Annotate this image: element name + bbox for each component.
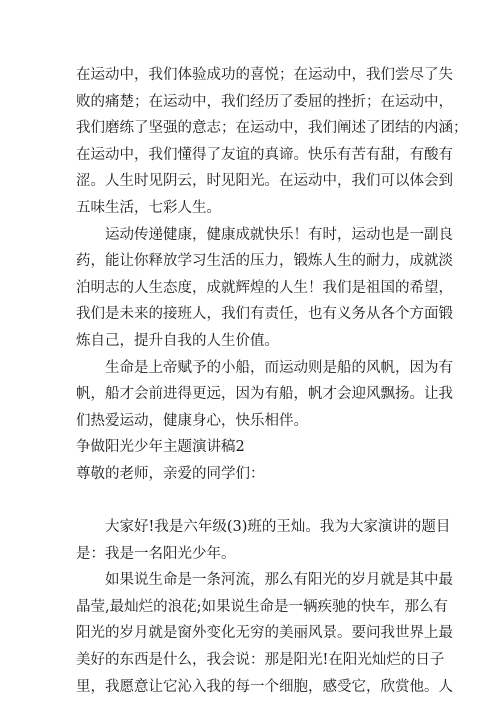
text-line: 生命是上帝赋予的小船，而运动则是船的风帆，因为有 <box>105 359 453 376</box>
text-line: 们热爱运动，健康身心，快乐相伴。 <box>76 412 308 429</box>
text-line: 晶莹,最灿烂的浪花;如果说生命是一辆疾驰的快车，那么有 <box>76 598 448 615</box>
text-line: 药，能让你释放学习生活的压力，锻炼人生的耐力，成就淡 <box>76 253 453 270</box>
text-line: 泊明志的人生态度，成就辉煌的人生！我们是祖国的希望， <box>76 279 453 296</box>
text-line: 是：我是一名阳光少年。 <box>76 545 236 562</box>
text-line: 运动传递健康，健康成就快乐！有时，运动也是一副良 <box>105 226 453 243</box>
document-body <box>76 62 468 700</box>
text-line: 败的痛楚；在运动中，我们经历了委屈的挫折；在运动中， <box>76 93 453 110</box>
text-line: 我们磨练了坚强的意志；在运动中，我们阐述了团结的内涵； <box>76 120 468 137</box>
text-line: 如果说生命是一条河流，那么有阳光的岁月就是其中最 <box>105 572 453 589</box>
text-line: 炼自己，提升自我的人生价值。 <box>76 332 279 349</box>
text-line: 在运动中，我们体验成功的喜悦；在运动中，我们尝尽了失 <box>76 67 453 83</box>
text-line: 涩。人生时见阴云，时见阳光。在运动中，我们可以体会到 <box>76 173 453 190</box>
text-line: 在运动中，我们懂得了友谊的真谛。快乐有苦有甜，有酸有 <box>76 146 453 163</box>
text-line: 阳光的岁月就是窗外变化无穷的美丽风景。要问我世界上最 <box>76 625 453 642</box>
text-line: 大家好!我是六年级(3)班的王灿。我为大家演讲的题目 <box>105 519 451 536</box>
text-line: 帆，船才会前进得更远，因为有船，帆才会迎风飘扬。让我 <box>76 386 453 403</box>
blank-line <box>76 488 428 515</box>
text-line: 美好的东西是什么，我会说：那是阳光!在阳光灿烂的日子 <box>76 652 445 669</box>
text-line: 五味生活，七彩人生。 <box>76 199 221 216</box>
text-line: 里，我愿意让它沁入我的每一个细胞，感受它，欣赏他。人 <box>76 678 453 695</box>
text-line: 争做阳光少年主题演讲稿2 <box>76 439 245 456</box>
text-line: 尊敬的老师，亲爱的同学们： <box>76 465 265 482</box>
text-line: 我们是未来的接班人，我们有责任，也有义务从各个方面锻 <box>76 306 453 323</box>
